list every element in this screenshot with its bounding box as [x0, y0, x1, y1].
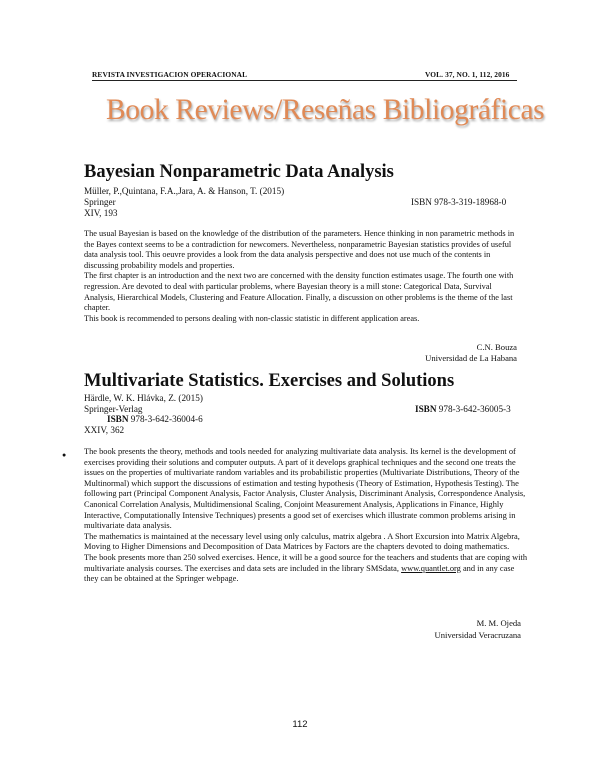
review2-publisher: Springer-Verlag	[84, 404, 143, 414]
volume-info: VOL. 37, NO. 1, 112, 2016	[425, 70, 510, 79]
review2-authors: Härdle, W. K. Hlávka, Z. (2015)	[84, 393, 203, 403]
section-banner: Book Reviews/Reseñas Bibliográficas	[106, 94, 545, 126]
review2-body	[84, 447, 528, 585]
review2-affiliation: Universidad Veracruzana	[434, 630, 521, 640]
review2-isbn-secondary	[107, 414, 203, 424]
paragraph-text: The book presents more than 250 solved exercises. Hence, it will be a good source for the teachers and students that are coping with multivariate analysis courses. The exercises and data sets are included in the library SMSdata,	[84, 552, 528, 573]
review1-reviewer: C.N. Bouza	[476, 342, 517, 352]
review2-title: Multivariate Statistics. Exercises and Solutions	[84, 371, 455, 391]
isbn-label: ISBN	[107, 414, 129, 424]
review2-paragraph-3	[84, 553, 528, 585]
review1-title: Bayesian Nonparametric Data Analysis	[84, 162, 394, 182]
bullet-icon: ●	[62, 451, 67, 459]
review1-affiliation: Universidad de La Habana	[425, 353, 517, 363]
review2-reviewer: M. M. Ojeda	[476, 618, 521, 628]
review1-body	[84, 229, 524, 324]
isbn-value: 978-3-642-36004-6	[128, 414, 203, 424]
review1-paragraph-2: The first chapter is an introduction and the next two are concerned with the density function estimates usage. The fourth one with regression. Are devoted to deal with particular problems, where Bayesian theory is a mill stone: Categorical Data, Survival Analysis, Hierarchical Models, Clustering and Feature Allocation. Finally, a discussion on other problems is the theme of the last chapter.	[84, 271, 514, 313]
review2-paragraph-2: The mathematics is maintained at the necessary level using only calculus, matrix algebra . A Short Excursion into Matrix Algebra, Moving to Higher Dimensions and Decomposition of Data Matrices by Factors are the chapters devoted to doing mathematics.	[84, 531, 520, 552]
quantlet-link[interactable]: www.quantlet.org	[401, 563, 461, 573]
isbn-value: 978-3-642-36005-3	[436, 404, 511, 414]
paragraph-text: and in any case they can be obtained at the Springer webpage.	[84, 563, 515, 584]
review1-isbn: ISBN 978-3-319-18968-0	[411, 197, 507, 207]
review2-paragraph-1: The book presents the theory, methods and tools needed for analyzing multivariate data analysis. Its kernel is the development of exercises providing their solutions and computer outputs. A part of it develops graphical techniques and the second one treats the issues on the properties of multivariate random variables and its probabilistic properties (Multivariate Distributions, Theory of the Multinormal) which support the discussions of estimation and testing hypothesis (Theory of Estimation, Hypothesis Testing). The following part (Principal Component Analysis, Factor Analysis, Cluster Analysis, Discriminant Analysis, Correspondence Analysis, Canonical Correlation Analysis, Multidimensional Scaling, Conjoint Measurement Analysis, Applications in Finance, Highly Interactive, Computationally Intensive Techniques) presents a good set of exercises which illustrate common problems arising in multivariate data analysis.	[84, 447, 526, 531]
header-rule	[92, 80, 517, 81]
journal-name: REVISTA INVESTIGACION OPERACIONAL	[92, 70, 248, 79]
isbn-label: ISBN	[415, 404, 437, 414]
review1-publisher: Springer	[84, 197, 116, 207]
review1-authors: Müller, P.,Quintana, F.A.,Jara, A. & Hanson, T. (2015)	[84, 186, 285, 196]
review2-pages: XXIV, 362	[84, 425, 125, 435]
review1-paragraph-3: This book is recommended to persons dealing with non-classic statistic in different application areas.	[84, 313, 420, 323]
review2-isbn-primary	[415, 404, 511, 414]
review1-pages: XIV, 193	[84, 208, 118, 218]
review1-paragraph-1: The usual Bayesian is based on the knowledge of the distribution of the parameters. Hence thinking in non parametric methods in the Bayes context seems to be a contradiction for newcomers. Nevertheless, nonparametric Bayesian statistics provides of useful data analysis tool. This oeuvre provides a look from the data analysis perspective and does not use much of the contents in discussing probability models and properties.	[84, 229, 515, 270]
page-number: 112	[292, 719, 308, 730]
